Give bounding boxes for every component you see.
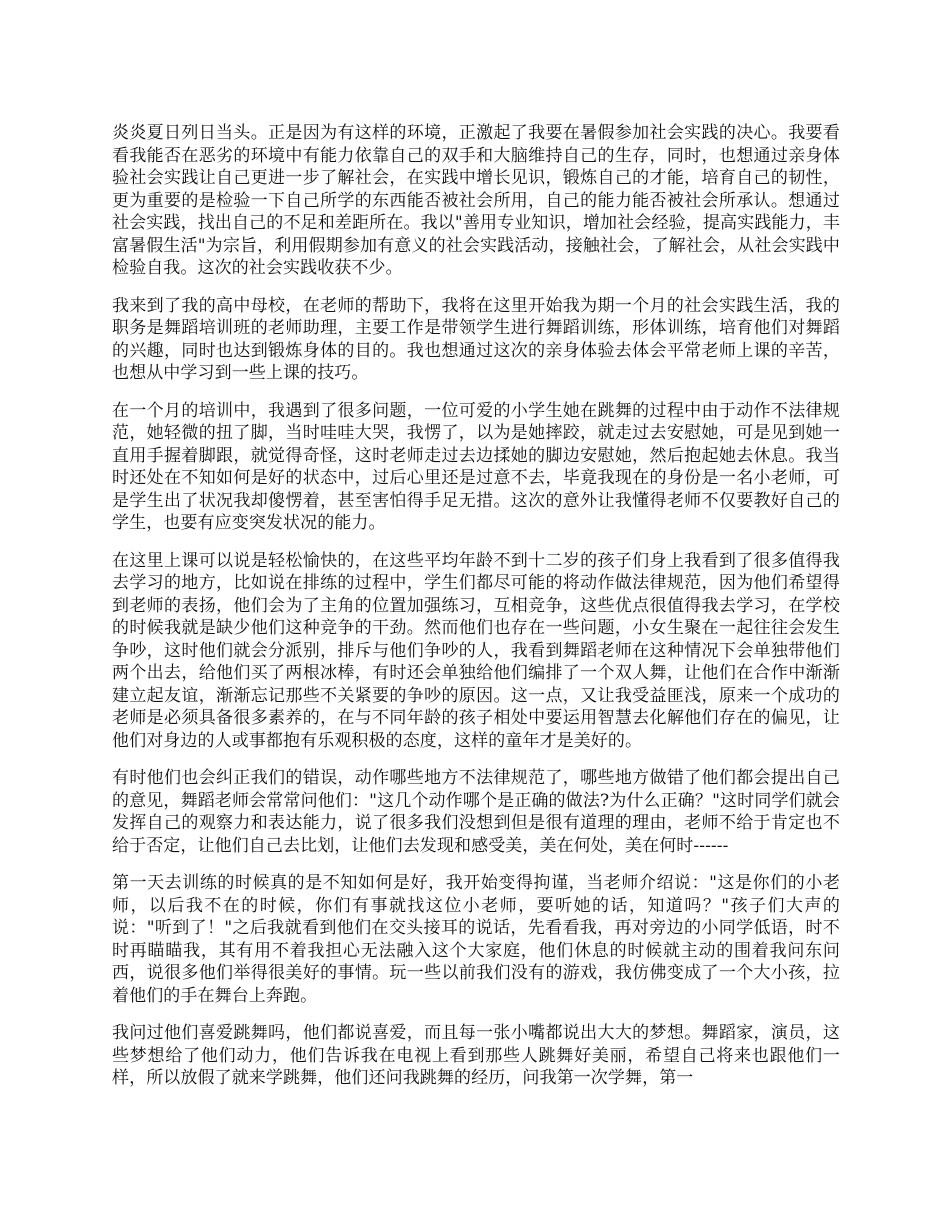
paragraph-1: 炎炎夏日列日当头。正是因为有这样的环境，正激起了我要在暑假参加社会实践的决心。我要看看我能否在恶劣的环境中有能力依靠自己的双手和大脑维持自己的生存，同时，也想通过亲身体验社会实践让自己更进一步了解社会，在实践中增长见识，锻炼自己的才能，培育自己的韧性，更为重要的是检验一下自己所学的东西能否被社会所用，自己的能力能否被社会所承认。想通过社会实践，找出自己的不足和差距所在。我以"善用专业知识，增加社会经验，提高实践能力，丰富暑假生活"为宗旨，利用假期参加有意义的社会实践活动，接触社会，了解社会，从社会实践中检验自我。这次的社会实践收获不少。: [112, 123, 840, 278]
paragraph-3: 在一个月的培训中，我遇到了很多问题，一位可爱的小学生她在跳舞的过程中由于动作不法律规范，她轻微的扭了脚，当时哇哇大哭，我愣了，以为是她摔跤，就走过去安慰她，可是见到她一直用手握着脚跟，就觉得奇怪，这时老师走过去边揉她的脚边安慰她，然后抱起她去休息。我当时还处在不知如何是好的状态中，过后心里还是过意不去，毕竟我现在的身份是一名小老师，可是学生出了状况我却傻愣着，甚至害怕得手足无措。这次的意外让我懂得老师不仅要教好自己的学生，也要有应变突发状况的能力。: [112, 400, 840, 533]
paragraph-4: 在这里上课可以说是轻松愉快的，在这些平均年龄不到十二岁的孩子们身上我看到了很多值得我去学习的地方，比如说在排练的过程中，学生们都尽可能的将动作做法律规范，因为他们希望得到老师的表扬，他们会为了主角的位置加强练习，互相竞争，这些优点很值得我去学习，在学校的时候我就是缺少他们这种竞争的干劲。然而他们也存在一些问题，小女生聚在一起往往会发生争吵，这时他们就会分派别，排斥与他们争吵的人，我看到舞蹈老师在这种情况下会单独带他们两个出去，给他们买了两根冰棒，有时还会单独给他们编排了一个双人舞，让他们在合作中渐渐建立起友谊，渐渐忘记那些不关紧要的争吵的原因。这一点，又让我受益匪浅，原来一个成功的老师是必须具备很多素养的，在与不同年龄的孩子相处中要运用智慧去化解他们存在的偏见，让他们对身边的人或事都抱有乐观积极的态度，这样的童年才是美好的。: [112, 550, 840, 751]
paragraph-7: 我问过他们喜爱跳舞吗，他们都说喜爱，而且每一张小嘴都说出大大的梦想。舞蹈家，演员，这些梦想给了他们动力，他们告诉我在电视上看到那些人跳舞好美丽，希望自己将来也跟他们一样，所以放假了就来学跳舞，他们还问我跳舞的经历，问我第一次学舞，第一: [112, 1023, 840, 1088]
paragraph-2: 我来到了我的高中母校，在老师的帮助下，我将在这里开始我为期一个月的社会实践生活，我的职务是舞蹈培训班的老师助理，主要工作是带领学生进行舞蹈训练，形体训练，培育他们对舞蹈的兴趣，同时也达到锻炼身体的目的。我也想通过这次的亲身体验去体会平常老师上课的辛苦，也想从中学习到一些上课的技巧。: [112, 295, 840, 383]
paragraph-6: 第一天去训练的时候真的是不知如何是好，我开始变得拘谨，当老师介绍说："这是你们的小老师，以后我不在的时候，你们有事就找这位小老师，要听她的话，知道吗？"孩子们大声的说："听到了！"之后我就看到他们在交头接耳的说话，先看看我，再对旁边的小同学低语，时不时再瞄瞄我，其有用不着我担心无法融入这个大家庭，他们休息的时候就主动的围着我问东问西，说很多他们举得很美好的事情。玩一些以前我们没有的游戏，我仿佛变成了一个大小孩，拉着他们的手在舞台上奔跑。: [112, 873, 840, 1006]
document-body: [112, 122, 840, 1105]
paragraph-5: 有时他们也会纠正我们的错误，动作哪些地方不法律规范了，哪些地方做错了他们都会提出自己的意见，舞蹈老师会常常问他们："这几个动作哪个是正确的做法?为什么正确？"这时同学们就会发挥自己的观察力和表达能力，说了很多我们没想到但是很有道理的理由，老师不给于肯定也不给于否定，让他们自己去比划，让他们去发现和感受美，美在何处，美在何时------: [112, 768, 840, 856]
